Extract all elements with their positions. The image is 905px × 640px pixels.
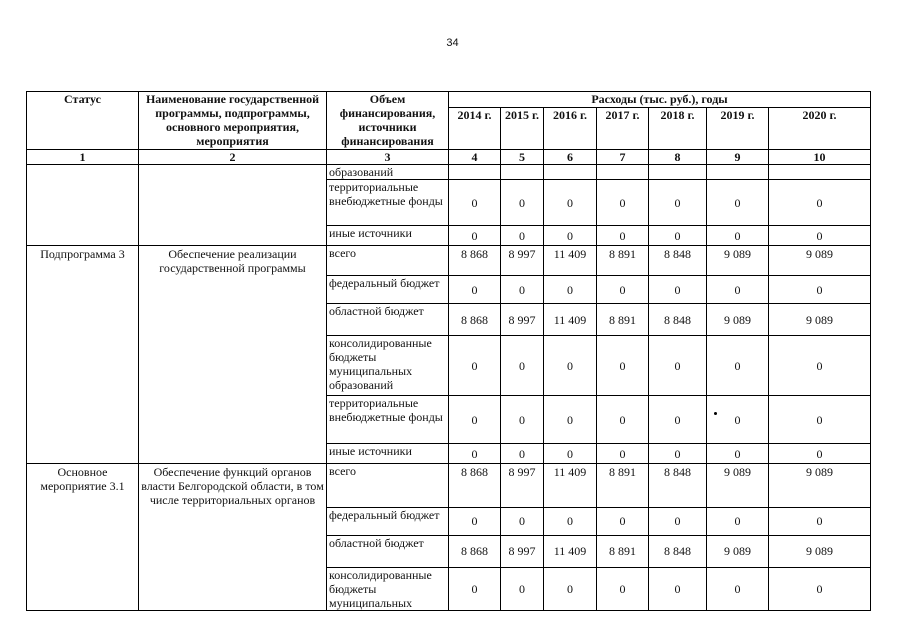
value-cell — [649, 165, 707, 180]
source-cell: образований — [327, 165, 449, 180]
scan-speck — [714, 412, 717, 415]
table-row — [27, 444, 871, 464]
source-cell: иные источники — [327, 444, 449, 464]
value-cell: 0 — [544, 567, 597, 610]
value-cell: 8 997 — [501, 246, 544, 276]
table-row — [27, 507, 871, 535]
header-status: Статус — [27, 92, 139, 150]
status-cell — [27, 507, 139, 535]
value-cell: 0 — [707, 396, 769, 444]
column-number: 4 — [449, 150, 501, 165]
name-cell — [139, 567, 327, 610]
name-cell: Обеспечение реализации государственной программы — [139, 246, 327, 276]
status-cell — [27, 567, 139, 610]
column-number: 7 — [597, 150, 649, 165]
value-cell: 8 891 — [597, 464, 649, 508]
status-cell — [27, 336, 139, 396]
table-row — [27, 336, 871, 396]
header-year: 2016 г. — [544, 108, 597, 150]
value-cell: 9 089 — [769, 246, 871, 276]
value-cell: 0 — [597, 336, 649, 396]
value-cell: 8 891 — [597, 535, 649, 567]
source-cell: федеральный бюджет — [327, 276, 449, 304]
table-row — [27, 226, 871, 246]
value-cell: 0 — [597, 507, 649, 535]
name-cell — [139, 535, 327, 567]
value-cell: 0 — [544, 226, 597, 246]
value-cell: 0 — [544, 396, 597, 444]
status-cell — [27, 304, 139, 336]
value-cell: 0 — [649, 396, 707, 444]
column-number: 3 — [327, 150, 449, 165]
column-number: 5 — [501, 150, 544, 165]
table-row — [27, 276, 871, 304]
value-cell: 0 — [597, 180, 649, 226]
value-cell: 8 848 — [649, 246, 707, 276]
value-cell: 0 — [707, 336, 769, 396]
table-row — [27, 396, 871, 444]
value-cell: 0 — [769, 567, 871, 610]
page-number: 34 — [446, 37, 459, 49]
value-cell: 9 089 — [707, 464, 769, 508]
value-cell: 0 — [544, 336, 597, 396]
status-cell — [27, 276, 139, 304]
value-cell: 0 — [707, 226, 769, 246]
source-cell: федеральный бюджет — [327, 507, 449, 535]
value-cell: 0 — [707, 507, 769, 535]
value-cell: 8 868 — [449, 304, 501, 336]
value-cell: 11 409 — [544, 246, 597, 276]
header-year: 2020 г. — [769, 108, 871, 150]
table-row — [27, 165, 871, 180]
header-year: 2019 г. — [707, 108, 769, 150]
status-cell — [27, 180, 139, 226]
value-cell: 0 — [449, 567, 501, 610]
name-cell — [139, 304, 327, 336]
value-cell: 0 — [449, 180, 501, 226]
value-cell: 0 — [649, 444, 707, 464]
value-cell: 0 — [501, 444, 544, 464]
source-cell: территориальные внебюджетные фонды — [327, 396, 449, 444]
value-cell: 0 — [449, 396, 501, 444]
value-cell: 0 — [501, 180, 544, 226]
value-cell: 0 — [544, 180, 597, 226]
value-cell: 0 — [707, 444, 769, 464]
value-cell: 8 997 — [501, 464, 544, 508]
value-cell: 0 — [501, 226, 544, 246]
value-cell: 11 409 — [544, 464, 597, 508]
value-cell: 0 — [649, 226, 707, 246]
header-year: 2015 г. — [501, 108, 544, 150]
value-cell: 0 — [449, 444, 501, 464]
value-cell: 0 — [449, 276, 501, 304]
value-cell: 0 — [544, 507, 597, 535]
value-cell: 0 — [449, 507, 501, 535]
name-cell: Обеспечение функций органов власти Белгородской области, в том числе территориальных органов — [139, 464, 327, 508]
source-cell: областной бюджет — [327, 535, 449, 567]
value-cell: 0 — [501, 276, 544, 304]
name-cell — [139, 226, 327, 246]
value-cell: 9 089 — [707, 304, 769, 336]
value-cell: 0 — [597, 396, 649, 444]
value-cell: 8 868 — [449, 246, 501, 276]
source-cell: всего — [327, 246, 449, 276]
value-cell: 11 409 — [544, 304, 597, 336]
header-year: 2017 г. — [597, 108, 649, 150]
header-year: 2014 г. — [449, 108, 501, 150]
column-number: 6 — [544, 150, 597, 165]
value-cell: 0 — [707, 567, 769, 610]
header-name: Наименование государственной программы, подпрограммы, основного мероприятия, мероприятия — [139, 92, 327, 150]
value-cell: 0 — [449, 226, 501, 246]
column-number: 8 — [649, 150, 707, 165]
status-cell: Подпрограмма 3 — [27, 246, 139, 276]
value-cell: 0 — [597, 444, 649, 464]
value-cell: 0 — [501, 507, 544, 535]
status-cell — [27, 165, 139, 180]
column-number: 10 — [769, 150, 871, 165]
value-cell: 8 868 — [449, 535, 501, 567]
value-cell: 0 — [597, 226, 649, 246]
value-cell: 0 — [769, 226, 871, 246]
value-cell: 8 891 — [597, 246, 649, 276]
column-number: 2 — [139, 150, 327, 165]
value-cell — [769, 165, 871, 180]
value-cell: 9 089 — [707, 535, 769, 567]
value-cell: 0 — [597, 276, 649, 304]
status-cell — [27, 396, 139, 444]
name-cell — [139, 396, 327, 444]
status-cell — [27, 444, 139, 464]
value-cell: 8 848 — [649, 464, 707, 508]
source-cell: иные источники — [327, 226, 449, 246]
source-cell: консолидированные бюджеты муниципальных образований — [327, 336, 449, 396]
value-cell: 9 089 — [769, 304, 871, 336]
name-cell — [139, 276, 327, 304]
value-cell: 0 — [769, 180, 871, 226]
value-cell: 0 — [501, 567, 544, 610]
column-number: 9 — [707, 150, 769, 165]
value-cell: 0 — [769, 507, 871, 535]
value-cell: 0 — [649, 336, 707, 396]
name-cell — [139, 180, 327, 226]
status-cell — [27, 226, 139, 246]
value-cell: 0 — [769, 276, 871, 304]
value-cell: 11 409 — [544, 535, 597, 567]
value-cell: 8 868 — [449, 464, 501, 508]
name-cell — [139, 444, 327, 464]
header-expenses: Расходы (тыс. руб.), годы — [449, 92, 871, 108]
value-cell: 0 — [769, 444, 871, 464]
table-row — [27, 464, 871, 508]
table-row — [27, 535, 871, 567]
table-row — [27, 180, 871, 226]
table-row — [27, 567, 871, 610]
value-cell — [597, 165, 649, 180]
value-cell: 8 848 — [649, 535, 707, 567]
value-cell: 0 — [649, 567, 707, 610]
value-cell: 0 — [707, 276, 769, 304]
header-year: 2018 г. — [649, 108, 707, 150]
table-row — [27, 246, 871, 276]
value-cell: 9 089 — [769, 464, 871, 508]
value-cell: 0 — [544, 444, 597, 464]
value-cell: 0 — [544, 276, 597, 304]
column-numbers-row — [27, 150, 871, 165]
value-cell: 0 — [649, 180, 707, 226]
value-cell: 0 — [501, 396, 544, 444]
value-cell: 0 — [769, 396, 871, 444]
value-cell: 8 997 — [501, 535, 544, 567]
value-cell — [544, 165, 597, 180]
value-cell: 0 — [449, 336, 501, 396]
name-cell — [139, 336, 327, 396]
status-cell — [27, 535, 139, 567]
source-cell: консолидированные бюджеты муниципальных — [327, 567, 449, 610]
table-row — [27, 304, 871, 336]
financing-table — [26, 91, 871, 611]
value-cell: 0 — [707, 180, 769, 226]
value-cell: 9 089 — [707, 246, 769, 276]
value-cell — [501, 165, 544, 180]
source-cell: всего — [327, 464, 449, 508]
header-volume: Объем финансирования, источники финансирования — [327, 92, 449, 150]
value-cell: 0 — [501, 336, 544, 396]
value-cell — [449, 165, 501, 180]
source-cell: областной бюджет — [327, 304, 449, 336]
value-cell: 8 848 — [649, 304, 707, 336]
source-cell: территориальные внебюджетные фонды — [327, 180, 449, 226]
value-cell: 8 997 — [501, 304, 544, 336]
name-cell — [139, 165, 327, 180]
value-cell: 0 — [597, 567, 649, 610]
status-cell: Основное мероприятие 3.1 — [27, 464, 139, 508]
column-number: 1 — [27, 150, 139, 165]
value-cell: 8 891 — [597, 304, 649, 336]
value-cell — [707, 165, 769, 180]
value-cell: 9 089 — [769, 535, 871, 567]
name-cell — [139, 507, 327, 535]
value-cell: 0 — [649, 276, 707, 304]
value-cell: 0 — [649, 507, 707, 535]
value-cell: 0 — [769, 336, 871, 396]
